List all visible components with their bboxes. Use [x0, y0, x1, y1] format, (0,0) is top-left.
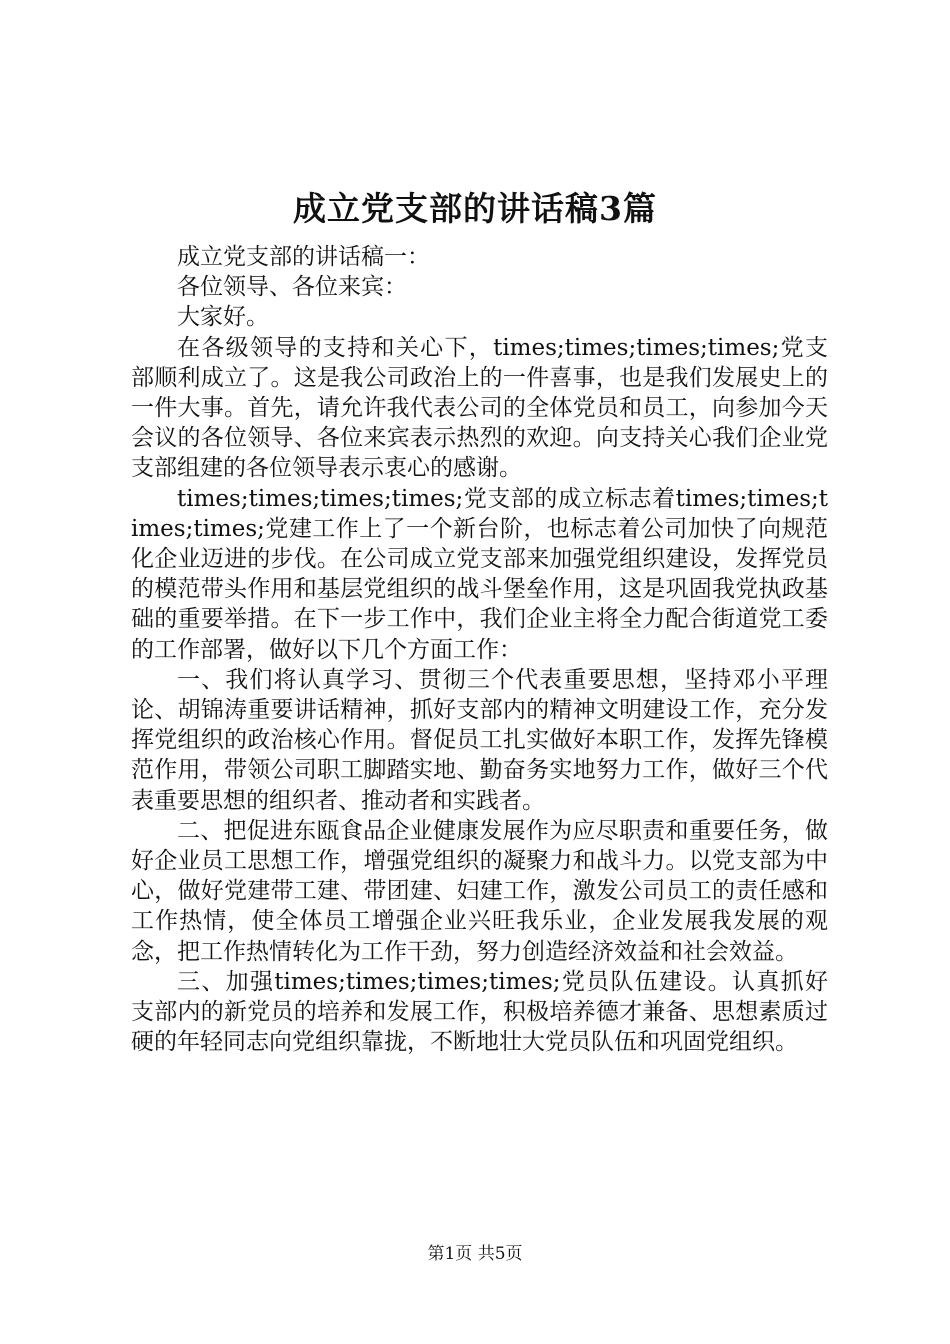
document-title: 成立党支部的讲话稿3篇: [293, 189, 657, 228]
paragraph-intro: 在各级领导的支持和关心下，times;times;times;times;党支部顺利成立了。这是我公司政治上的一件喜事，也是我们发展史上的一件大事。首先，请允许我代表公司的全体党员和员工，向参加今天会议的各位领导、各位来宾表示热烈的欢迎。向支持关心我们企业党支部组建的各位领导表示衷心的感谢。: [131, 334, 828, 482]
page-footer: 第1页 共5页: [427, 1244, 523, 1264]
paragraph-point-one: 一、我们将认真学习、贯彻三个代表重要思想，坚持邓小平理论、胡锦涛重要讲话精神，抓好支部内的精神文明建设工作，充分发挥党组织的政治核心作用。督促员工扎实做好本职工作，发挥先锋模范作用，带领公司职工脚踏实地、勤奋务实地努力工作，做好三个代表重要思想的组织者、推动者和实践者。: [131, 666, 828, 814]
document-body: [131, 242, 828, 1057]
paragraph-salutation: 各位领导、各位来宾：: [177, 274, 407, 301]
paragraph-heading: 成立党支部的讲话稿一：: [177, 244, 430, 270]
paragraph-point-two: 二、把促进东瓯食品企业健康发展作为应尽职责和重要任务，做好企业员工思想工作，增强党组织的凝聚力和战斗力。以党支部为中心，做好党建带工建、带团建、妇建工作，激发公司员工的责任感和工作热情，使全体员工增强企业兴旺我乐业，企业发展我发展的观念，把工作热情转化为工作干劲，努力创造经济效益和社会效益。: [131, 817, 828, 965]
paragraph-significance: times;times;times;times;党支部的成立标志着times;times;times;times;党建工作上了一个新台阶，也标志着公司加快了向规范化企业迈进的步伐。在公司成立党支部来加强党组织建设，发挥党员的模范带头作用和基层党组织的战斗堡垒作用，这是巩固我党执政基础的重要举措。在下一步工作中，我们企业主将全力配合街道党工委的工作部署，做好以下几个方面工作：: [131, 485, 828, 663]
paragraph-point-three: 三、加强times;times;times;times;党员队伍建设。认真抓好支部内的新党员的培养和发展工作，积极培养德才兼备、思想素质过硬的年轻同志向党组织靠拢，不断地壮大党员队伍和巩固党组织。: [131, 968, 828, 1056]
paragraph-greeting: 大家好。: [177, 304, 269, 331]
